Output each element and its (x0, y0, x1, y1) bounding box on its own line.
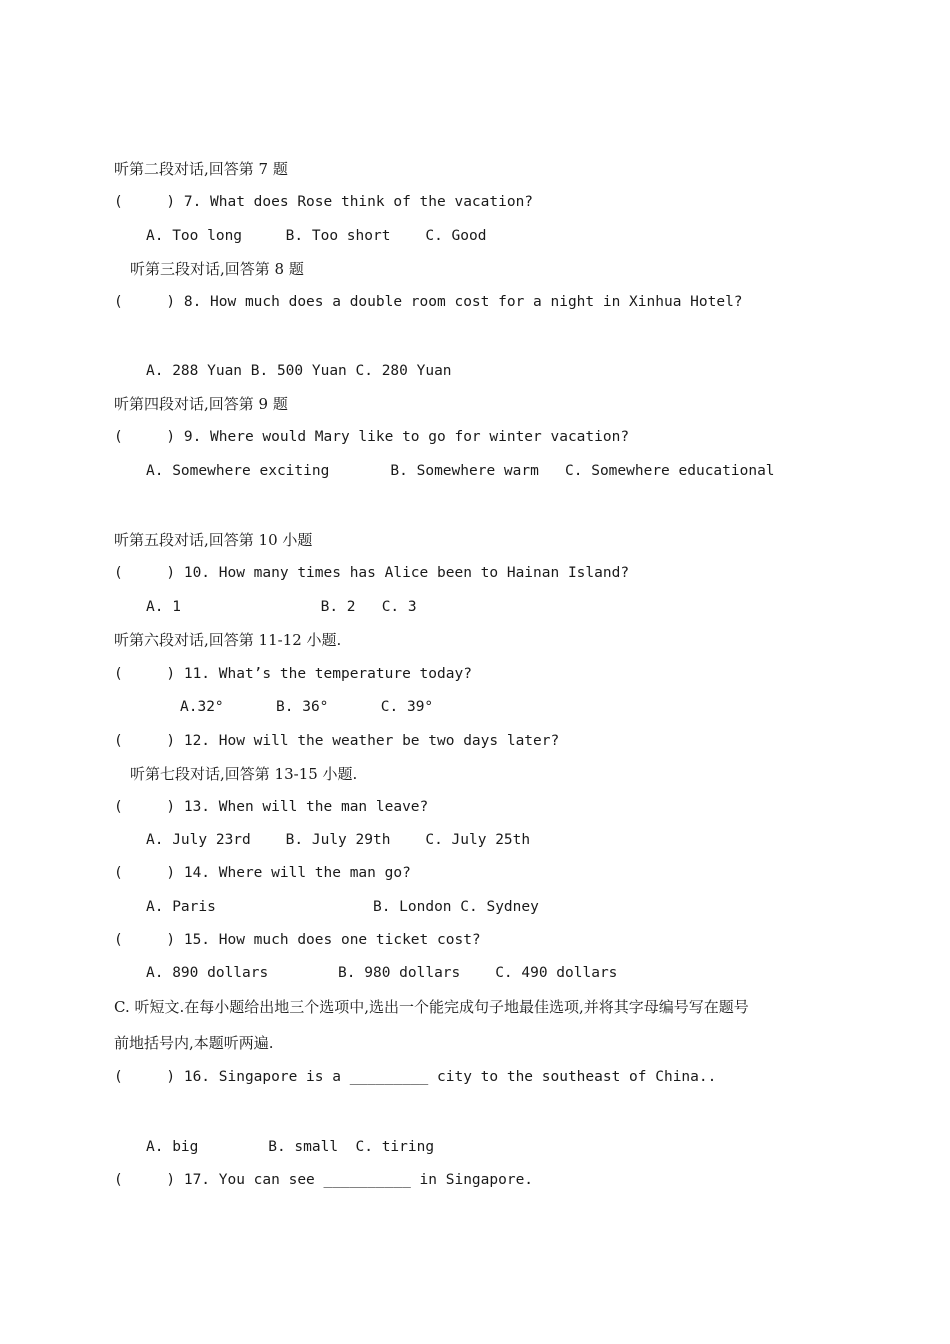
question-11-options: A.32° B. 36° C. 39° (180, 699, 434, 715)
question-8: ( ) 8. How much does a double room cost for a night in Xinhua Hotel? (114, 294, 743, 310)
question-9: ( ) 9. Where would Mary like to go for winter vacation? (114, 429, 630, 445)
question-16: ( ) 16. Singapore is a _________ city to the southeast of China.. (114, 1069, 717, 1085)
section-4-heading: 听第四段对话,回答第 9 题 (114, 395, 288, 413)
section-5-heading: 听第五段对话,回答第 10 小题 (114, 531, 313, 549)
question-14: ( ) 14. Where will the man go? (114, 865, 411, 881)
question-13-options: A. July 23rd B. July 29th C. July 25th (146, 832, 531, 848)
question-16-options: A. big B. small C. tiring (146, 1139, 435, 1155)
section-6-heading: 听第六段对话,回答第 11-12 小题. (114, 631, 342, 649)
section-3-heading: 听第三段对话,回答第 8 题 (130, 260, 304, 278)
question-15-options: A. 890 dollars B. 980 dollars C. 490 dollars (146, 965, 618, 981)
question-15: ( ) 15. How much does one ticket cost? (114, 932, 481, 948)
question-7: ( ) 7. What does Rose think of the vacation? (114, 194, 534, 210)
question-12: ( ) 12. How will the weather be two days later? (114, 733, 560, 749)
question-8-options: A. 288 Yuan B. 500 Yuan C. 280 Yuan (146, 363, 452, 379)
question-9-options: A. Somewhere exciting B. Somewhere warm C. Somewhere educational (146, 463, 775, 479)
question-7-options: A. Too long B. Too short C. Good (146, 228, 487, 244)
question-10-options: A. 1 B. 2 C. 3 (146, 599, 417, 615)
section-c-instructions-line-1: C. 听短文.在每小题给出地三个选项中,选出一个能完成句子地最佳选项,并将其字母编号写在题号 (114, 998, 749, 1016)
question-10: ( ) 10. How many times has Alice been to Hainan Island? (114, 565, 630, 581)
section-7-heading: 听第七段对话,回答第 13-15 小题. (130, 765, 358, 783)
section-2-heading: 听第二段对话,回答第 7 题 (114, 160, 288, 178)
question-11: ( ) 11. What’s the temperature today? (114, 666, 472, 682)
question-17: ( ) 17. You can see __________ in Singapore. (114, 1172, 534, 1188)
section-c-instructions-line-2: 前地括号内,本题听两遍. (114, 1034, 274, 1052)
question-14-options: A. Paris B. London C. Sydney (146, 899, 539, 915)
question-13: ( ) 13. When will the man leave? (114, 799, 429, 815)
